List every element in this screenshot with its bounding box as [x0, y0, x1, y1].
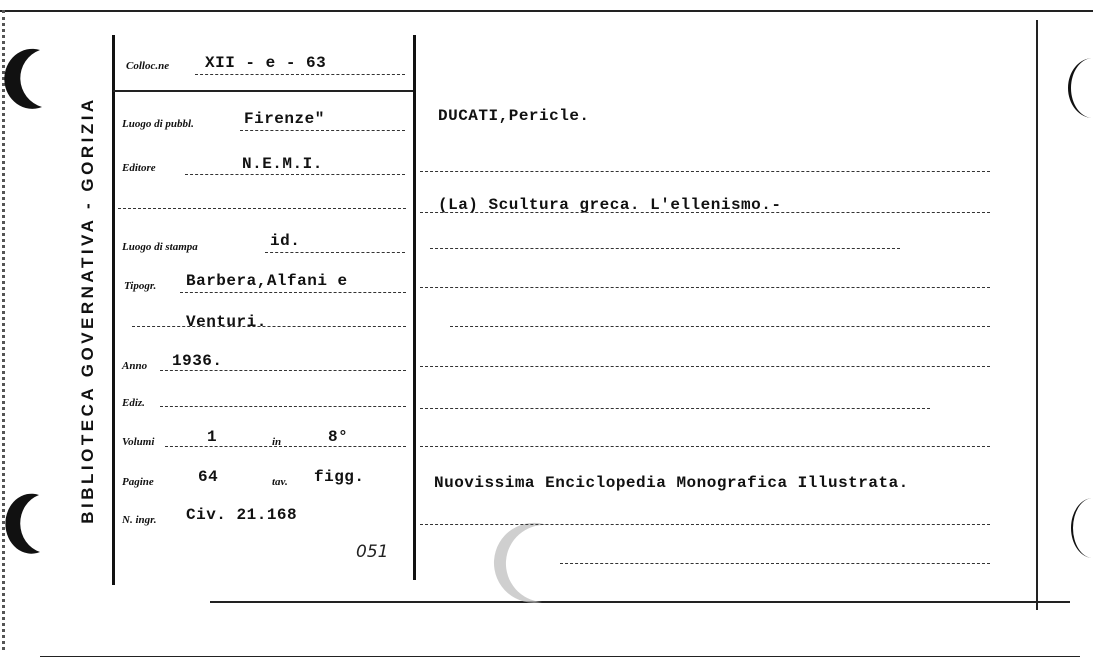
- volumi-format: 8°: [328, 428, 349, 446]
- series: Nuovissima Enciclopedia Monografica Illustrata.: [434, 474, 909, 492]
- title-underline: [420, 212, 990, 213]
- handwritten-note: 051: [356, 542, 389, 562]
- editore-underline: [185, 174, 405, 175]
- blank-row-underline: [118, 208, 406, 209]
- punch-hole-top-left: [0, 45, 60, 115]
- volumi-value: 1: [207, 428, 218, 446]
- rule-3: [450, 326, 990, 327]
- luogo-stampa-underline: [265, 252, 405, 253]
- tipografia-cont-underline: [132, 326, 406, 327]
- edizione-label: Ediz.: [122, 397, 145, 409]
- series-underline: [420, 524, 990, 525]
- library-title: BIBLIOTECA GOVERNATIVA - GORIZIA: [78, 96, 97, 524]
- pagine-value: 64: [198, 468, 219, 486]
- author-underline: [420, 171, 990, 172]
- card-right-border: [1036, 20, 1038, 610]
- tav-value: figg.: [314, 468, 365, 486]
- editore-label: Editore: [122, 162, 156, 174]
- punch-hole-center: [492, 520, 562, 610]
- tipografia-value: Barbera,Alfani e: [186, 272, 348, 290]
- rule-5: [420, 408, 930, 409]
- anno-label: Anno: [122, 360, 148, 372]
- page-bottom-line: [40, 656, 1080, 657]
- bottom-rule: [560, 563, 990, 564]
- volumi-underline: [165, 446, 406, 447]
- title: (La) Scultura greca. L'ellenismo.-: [438, 196, 782, 214]
- card-bottom-border: [210, 601, 1070, 603]
- volumi-label: Volumi: [122, 436, 155, 448]
- ingresso-label: N. ingr.: [122, 514, 157, 526]
- anno-value: 1936.: [172, 352, 223, 370]
- author: DUCATI,Pericle.: [438, 107, 590, 125]
- card-top-border: [0, 10, 1093, 12]
- tav-label: tav.: [272, 476, 288, 488]
- punch-hole-top-right: [1066, 55, 1093, 125]
- collocazione-label: Colloc.ne: [126, 60, 170, 72]
- left-column-divider: [112, 35, 115, 585]
- rule-4: [420, 366, 990, 367]
- punch-hole-bottom-right: [1070, 495, 1093, 565]
- tipografia-label: Tipogr.: [124, 280, 157, 292]
- luogo-stampa-label: Luogo di stampa: [122, 241, 198, 253]
- rule-1: [430, 248, 900, 249]
- tipografia-value-cont: Venturi.: [186, 313, 267, 331]
- edizione-underline: [160, 406, 406, 407]
- luogo-pubbl-label: Luogo di pubbl.: [122, 118, 194, 130]
- pagine-label: Pagine: [122, 476, 154, 488]
- tipografia-underline: [180, 292, 406, 293]
- collocazione-value: XII - e - 63: [205, 54, 327, 72]
- ingresso-value: Civ. 21.168: [186, 506, 298, 524]
- collocazione-underline: [195, 74, 405, 75]
- rule-6: [420, 446, 990, 447]
- anno-underline: [160, 370, 406, 371]
- luogo-stampa-value: id.: [270, 232, 301, 250]
- header-separator: [113, 90, 413, 92]
- editore-value: N.E.M.I.: [242, 155, 323, 173]
- luogo-pubbl-underline: [240, 130, 405, 131]
- rule-2: [420, 287, 990, 288]
- punch-hole-bottom-left: [4, 490, 54, 560]
- middle-column-divider: [413, 35, 416, 580]
- luogo-pubbl-value: Firenze": [244, 110, 325, 128]
- volumi-in-label: in: [272, 436, 282, 448]
